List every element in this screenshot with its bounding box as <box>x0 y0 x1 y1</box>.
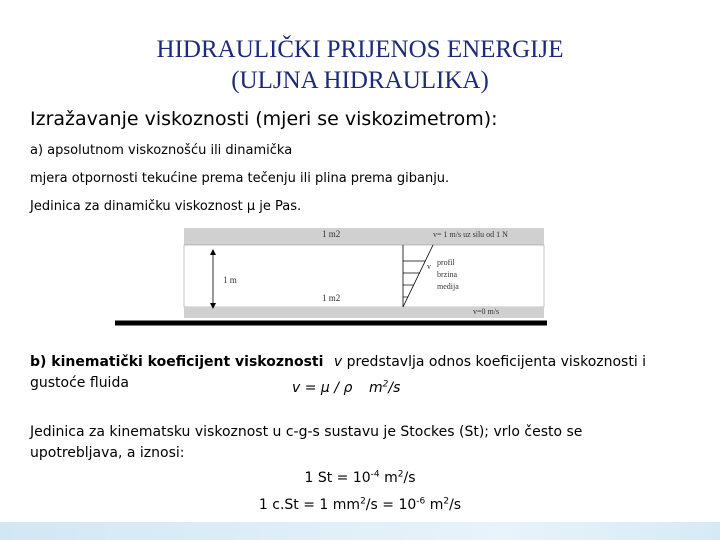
section-a-label: a) apsolutnom viskoznošću ili dinamička <box>30 143 293 158</box>
footer-bar <box>0 522 720 540</box>
equation-stokes: 1 $St = 10^{-4}$ $m^2/s$ <box>304 469 416 486</box>
top-plate-label: 1 m2 <box>322 229 341 239</box>
section-a-line-1: mjera otpornosti tekućine prema tečenju ili plina prema gibanju. <box>30 171 450 186</box>
gap-label: 1 m <box>223 275 237 285</box>
profile-label-2: brzina <box>437 270 457 279</box>
title-line-2: (ULJNA HIDRAULIKA) <box>231 67 489 94</box>
section-b-label: b) kinematički koeficijent viskoznosti <box>30 354 324 370</box>
fluid-layer <box>184 245 544 307</box>
section-b-line-1-rest: predstavlja odnos koeficijenta viskoznosti i <box>346 354 647 370</box>
unit-text-line-2: upotrebljava, a iznosi: <box>30 445 185 461</box>
arrow-v-label: v <box>427 262 431 271</box>
section-heading: Izražavanje viskoznosti (mjeri se viskozimetrom): <box>30 108 498 130</box>
kinematic-unit: $m^2/s$ <box>369 379 401 396</box>
viscosity-diagram <box>115 222 555 332</box>
profile-label-1: profil <box>437 258 455 267</box>
title-line-1: HIDRAULIČKI PRIJENOS ENERGIJE <box>156 36 564 63</box>
slide-title <box>0 34 720 96</box>
profile-label-3: medija <box>437 282 459 291</box>
kinematic-formula: v = μ / ρ <box>292 380 353 396</box>
section-a-line-2: Jedinica za dinamičku viskoznost μ je Pas. <box>30 199 302 214</box>
section-b-line-2: gustoće fluida <box>30 375 129 391</box>
section-b-line-1 <box>30 354 646 370</box>
top-velocity-label: v= 1 m/s uz silu od 1 N <box>433 230 508 239</box>
equation-centistokes: 1 c.St = 1 $mm^2/s = 10^{-6}$ $m^2/s$ <box>258 496 462 513</box>
bottom-plate-label: 1 m2 <box>322 293 341 303</box>
nu-symbol: v <box>333 354 343 370</box>
unit-text-line-1: Jedinica za kinematsku viskoznost u c-g-s sustavu je Stockes (St); vrlo često se <box>30 424 583 440</box>
bottom-velocity-label: v=0 m/s <box>473 307 500 316</box>
